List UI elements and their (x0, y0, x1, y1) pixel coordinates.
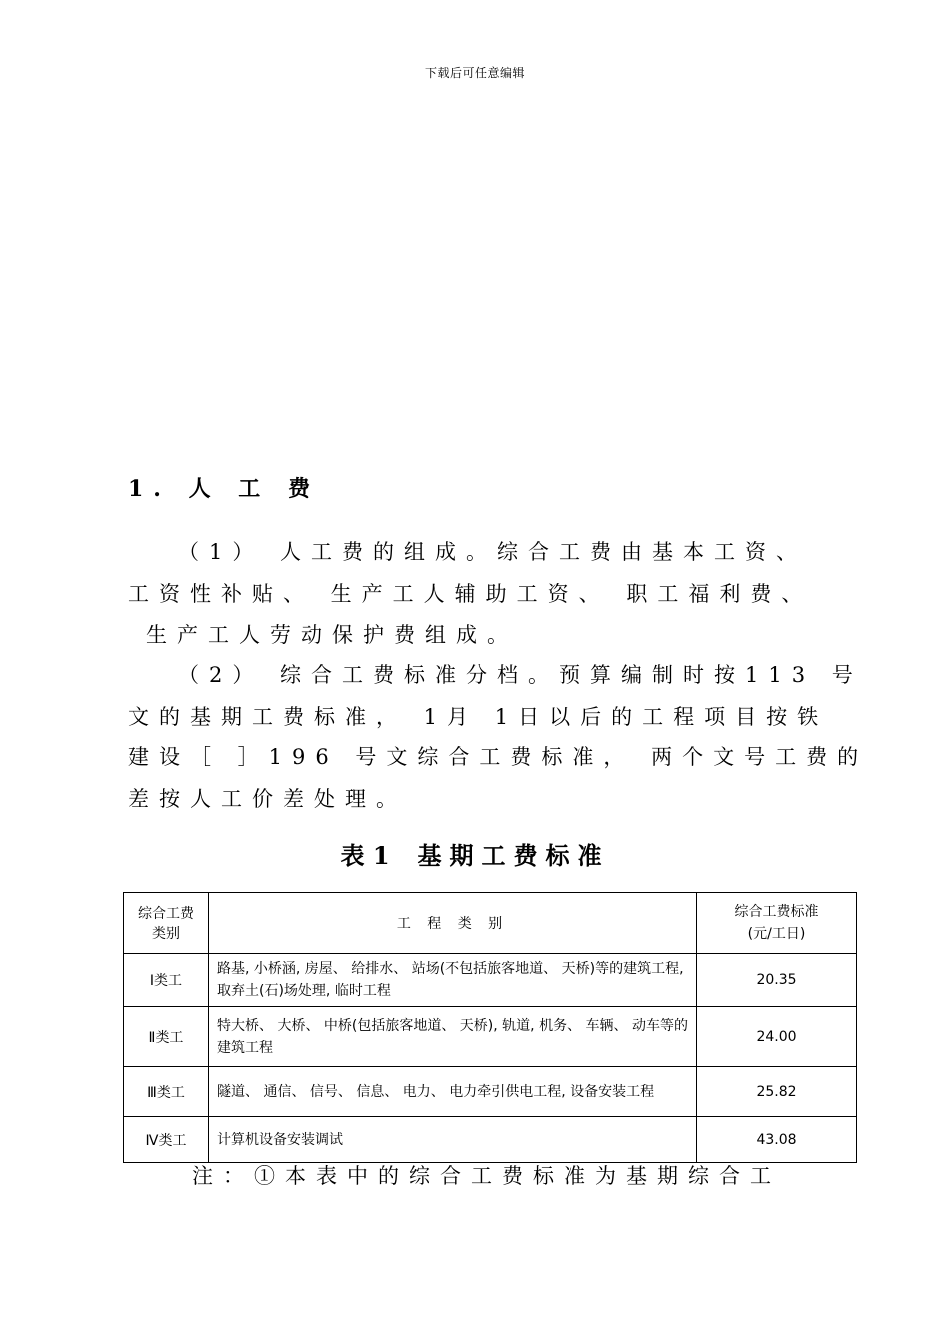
row-category: Ⅰ类工 (124, 954, 209, 1007)
paragraph-line-6: 建设［ ］196 号文综合工费标准， 两个文号工费的 (128, 745, 869, 769)
table-row (124, 1007, 857, 1067)
row-rate: 24.00 (697, 1007, 857, 1067)
row-description: 计算机设备安装调试 (209, 1117, 697, 1163)
paragraph-line-3: 生产工人劳动保护费组成。 (146, 623, 518, 647)
table-row (124, 1067, 857, 1117)
row-category: Ⅳ类工 (124, 1117, 209, 1163)
row-description: 路基, 小桥涵, 房屋、 给排水、 站场(不包括旅客地道、 天桥)等的建筑工程, 取弃土(石)场处理, 临时工程 (209, 954, 697, 1007)
labor-cost-table (123, 892, 857, 1163)
paragraph-line-2: 工资性补贴、 生产工人辅助工资、 职工福利费、 (128, 582, 813, 606)
table-name: 基期工费标准 (417, 841, 610, 870)
row-rate: 43.08 (697, 1117, 857, 1163)
row-description: 特大桥、 大桥、 中桥(包括旅客地道、 天桥), 轨道, 机务、 车辆、 动车等的建筑工程 (209, 1007, 697, 1067)
table-header-row (124, 893, 857, 954)
header-rate-line2: (元/工日) (747, 926, 806, 942)
table-row (124, 1117, 857, 1163)
section-heading: 1. 人 工 费 (128, 476, 320, 502)
row-description: 隧道、 通信、 信号、 信息、 电力、 电力牵引供电工程, 设备安装工程 (209, 1067, 697, 1117)
row-category: Ⅱ类工 (124, 1007, 209, 1067)
header-category: 综合工费类别 (124, 893, 209, 954)
row-rate: 20.35 (697, 954, 857, 1007)
table-number: 表 1 (340, 841, 390, 870)
table-title (0, 836, 950, 871)
paragraph-line-7: 差按人工价差处理。 (128, 787, 407, 811)
table-row (124, 954, 857, 1007)
row-category: Ⅲ类工 (124, 1067, 209, 1117)
table-note: 注：①本表中的综合工费标准为基期综合工 (192, 1164, 781, 1188)
paragraph-line-1: （1） 人工费的组成。综合工费由基本工资、 (178, 540, 808, 564)
page-header: 下载后可任意编辑 (424, 66, 525, 80)
header-project-type: 工 程 类 别 (209, 893, 697, 954)
header-rate (697, 893, 857, 954)
row-rate: 25.82 (697, 1067, 857, 1117)
header-rate-line1: 综合工费标准 (734, 904, 819, 920)
paragraph-line-4: （2） 综合工费标准分档。预算编制时按113 号 (178, 663, 863, 687)
paragraph-line-5: 文的基期工费标准， 1月 1日以后的工程项目按铁 (128, 705, 829, 729)
